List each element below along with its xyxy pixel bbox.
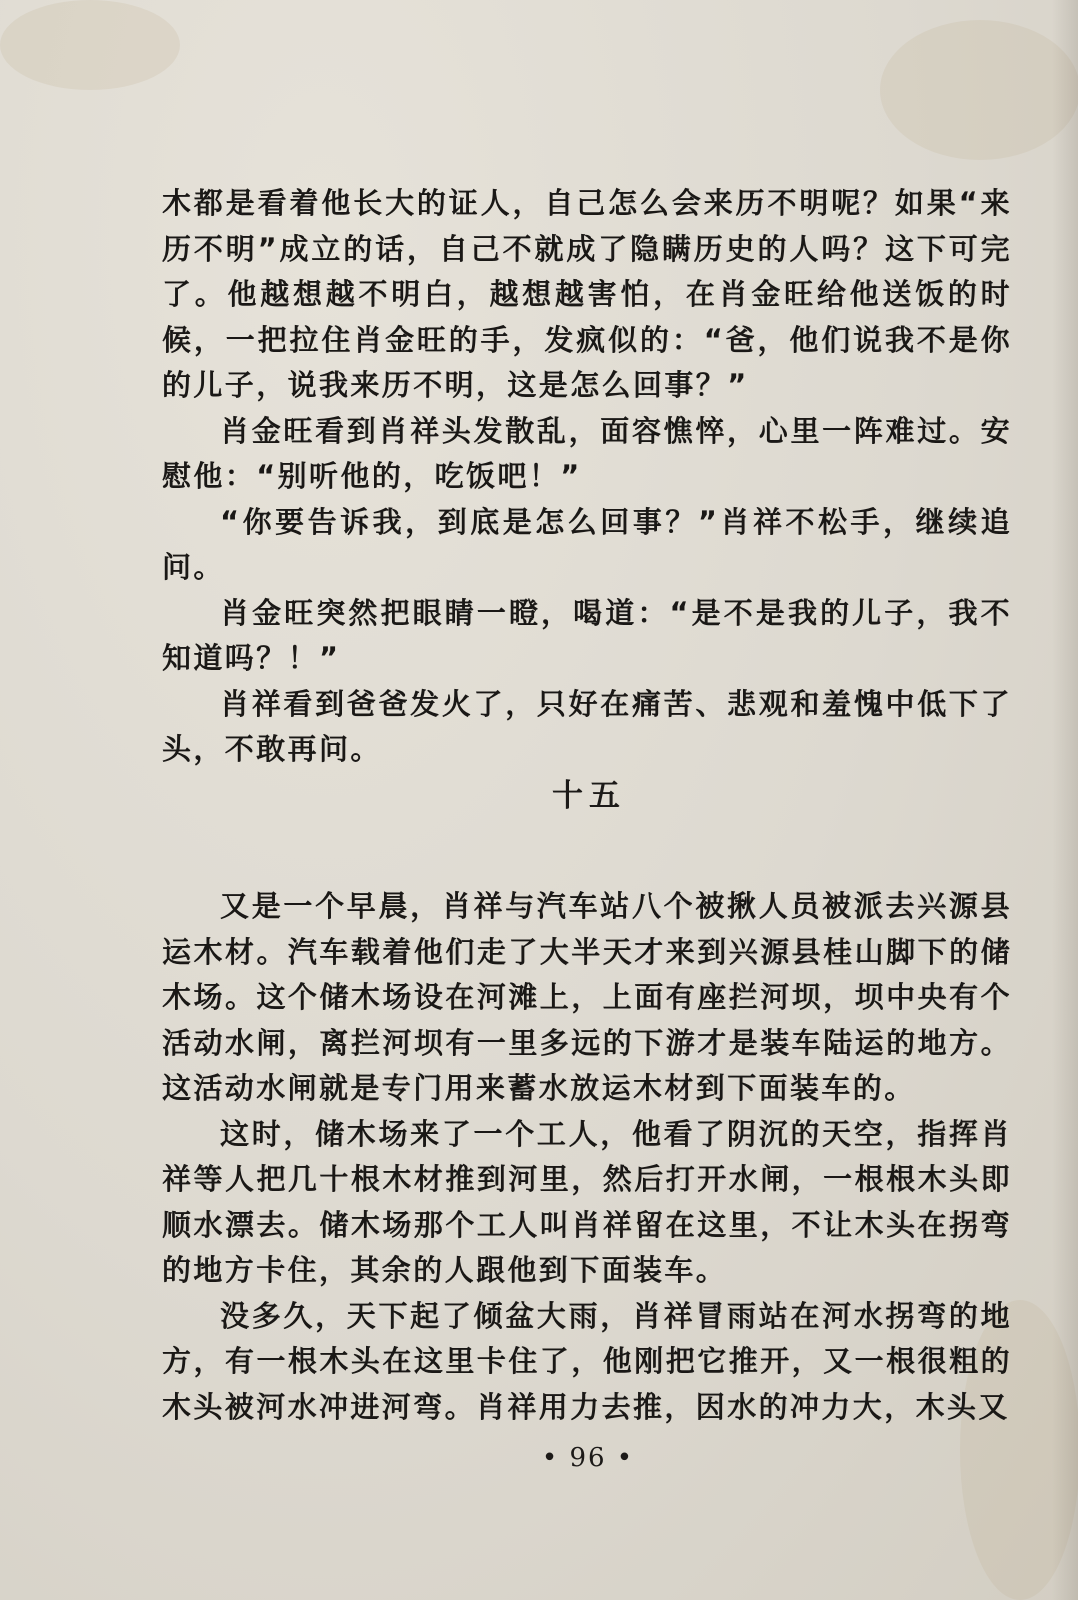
paper-stain — [880, 20, 1078, 160]
paper-stain — [0, 0, 180, 90]
page-number: • 96 • — [541, 1443, 635, 1473]
paragraph: 又是一个早晨，肖祥与汽车站八个被揪人员被派去兴源县运木材。汽车载着他们走了大半天才来到兴源县桂山脚下的储木场。这个储木场设在河滩上，上面有座拦河坝，坝中央有个活动水闸，离拦河坝有一里多远的下游才是装车陆运的地方。这活动水闸就是专门用来蓄水放运木材到下面装车的。 — [162, 889, 1012, 1105]
paragraph: 木都是看着他长大的证人，自己怎么会来历不明呢？如果“来历不明”成立的话，自己不就成了隐瞒历史的人吗？这下可完了。他越想越不明白，越想越害怕，在肖金旺给他送饭的时候，一把拉住肖金旺的手，发疯似的：“爸，他们说我不是你的儿子，说我来历不明，这是怎么回事？” — [162, 186, 1012, 402]
paragraph: 肖金旺看到肖祥头发散乱，面容憔悴，心里一阵难过。安慰他：“别听他的，吃饭吧！” — [162, 413, 1012, 493]
body-text-bottom — [162, 884, 1012, 1430]
paragraph: 这时，储木场来了一个工人，他看了阴沉的天空，指挥肖祥等人把几十根木材推到河里，然后打开水闸，一根根木头即顺水漂去。储木场那个工人叫肖祥留在这里，不让木头在拐弯的地方卡住，其余的人跟他到下面装车。 — [162, 1116, 1012, 1287]
paragraph: 肖金旺突然把眼睛一瞪，喝道：“是不是我的儿子，我不知道吗？！” — [162, 595, 1012, 675]
paragraph: “你要告诉我，到底是怎么回事？”肖祥不松手，继续追问。 — [162, 504, 1012, 584]
body-text-top — [162, 181, 1012, 773]
paragraph: 没多久，天下起了倾盆大雨，肖祥冒雨站在河水拐弯的地方，有一根木头在这里卡住了，他刚把它推开，又一根很粗的木头被河水冲进河弯。肖祥用力去推，因水的冲力大，木头又 — [162, 1298, 1012, 1424]
paragraph: 肖祥看到爸爸发火了，只好在痛苦、悲观和羞愧中低下了头，不敢再问。 — [162, 686, 1012, 766]
chapter-title: 十五 — [552, 778, 626, 814]
page-edge-shadow — [1052, 0, 1078, 1600]
